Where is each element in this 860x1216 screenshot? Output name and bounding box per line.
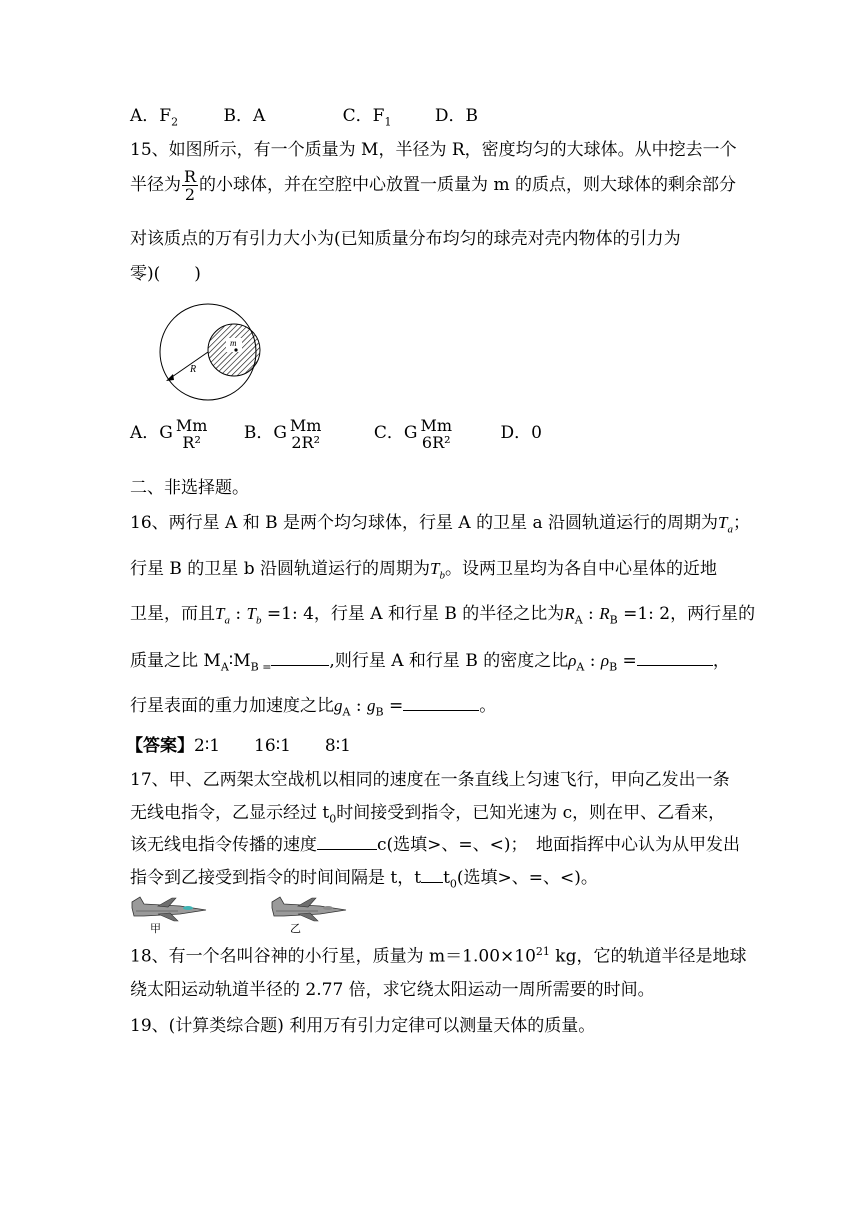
q14-option-b: B．A: [223, 106, 266, 126]
label-R: R: [190, 364, 197, 375]
label-jia: 甲: [150, 923, 161, 934]
q17-line2: 无线电指令，乙显示经过 $t_0$时间接受到指令，已知光速为 c，则在甲、乙看来，: [130, 803, 726, 826]
q14-option-a: A．$F_2$: [130, 106, 179, 129]
answer-label: 【答案】: [126, 736, 194, 756]
blank-gravity-ratio[interactable]: [403, 696, 479, 711]
label-m: m: [230, 338, 237, 348]
q16-line2: 行星 B 的卫星 b 沿圆轨道运行的周期为$T_b$。设两卫星均为各自中心星体的近地: [130, 559, 717, 582]
blank-signal-speed[interactable]: [317, 835, 377, 850]
q14-option-c: C．$F_1$: [342, 106, 392, 129]
point-mass: [234, 348, 237, 351]
answer-values: 2∶1 16∶1 8∶1: [194, 736, 351, 756]
q14-option-d: D．B: [434, 106, 479, 126]
q15-line2: 半径为 $\frac{R}{2}$ 的小球体，并在空腔中心放置一质量为 m 的质点，则大球体的剩余部分: [130, 167, 736, 204]
q16-line4: 质量之比 $M_A∶M_B$ $_=$ ,则行星 A 和行星 B 的密度之比$\rho_A$ : $\rho_B$ = ，: [130, 651, 730, 674]
q19-line1: 19、(计算类综合题) 利用万有引力定律可以测量天体的质量。: [130, 1016, 596, 1036]
jet-plane-yi: [268, 894, 352, 934]
q14-options: [130, 104, 478, 134]
q16-line1: 16、两行星 A 和 B 是两个均匀球体，行星 A 的卫星 a 沿圆轨道运行的周期为$T_a$；: [130, 513, 751, 536]
q15-line4: 零)( ): [130, 264, 201, 284]
q16-line5: 行星表面的重力加速度之比$g_A$ : $g_B$ = 。: [130, 696, 497, 719]
q17-line4: 指令到乙接受到指令的时间间隔是 t，t $t_0$(选填>、=、<)。: [130, 868, 598, 891]
q15-option-d: D．0: [500, 423, 542, 443]
q16-line3: 卫星，而且$T_a$ : $T_b =1$: 4，行星 A 和行星 B 的半径之比为$R_A$ : $R_B =1$: 2，两行星的: [130, 604, 756, 627]
blank-time-compare[interactable]: [421, 868, 443, 883]
label-yi: 乙: [290, 923, 301, 934]
q15-options: [130, 416, 542, 451]
q15-line3: 对该质点的万有引力大小为(已知质量分布均匀的球壳对壳内物体的引力为: [130, 229, 681, 249]
q15-option-c: C．G Mm 6R²: [373, 415, 453, 452]
blank-density-ratio[interactable]: [637, 651, 713, 666]
q15-fraction-r-over-2: $\frac{R}{2}$: [184, 167, 197, 204]
sphere-diagram: [152, 302, 272, 402]
radius-line: [169, 352, 208, 379]
q17-line3: 该无线电指令传播的速度 c(选填>、=、<)； 地面指挥中心认为从甲发出: [130, 835, 741, 855]
q15-option-a: A．G Mm R²: [130, 415, 208, 452]
q17-line1: 17、甲、乙两架太空战机以相同的速度在一条直线上匀速飞行，甲向乙发出一条: [130, 770, 730, 790]
q16-answer: [126, 734, 351, 758]
q18-line2: 绕太阳运动轨道半径的 2.77 倍，求它绕太阳运动一周所需要的时间。: [130, 980, 655, 1000]
q15-option-b: B．G Mm 2R²: [243, 415, 322, 452]
section-heading: 二、非选择题。: [130, 478, 249, 498]
blank-mass-ratio[interactable]: [271, 651, 329, 666]
q15-line1: 15、如图所示，有一个质量为 M，半径为 R，密度均匀的大球体。从中挖去一个: [130, 140, 737, 160]
q18-line1: 18、有一个名叫谷神的小行星，质量为 $m=1.00\times 10^{21}$ kg，它的轨道半径是地球: [130, 945, 747, 967]
jet-plane-jia: [128, 894, 212, 934]
